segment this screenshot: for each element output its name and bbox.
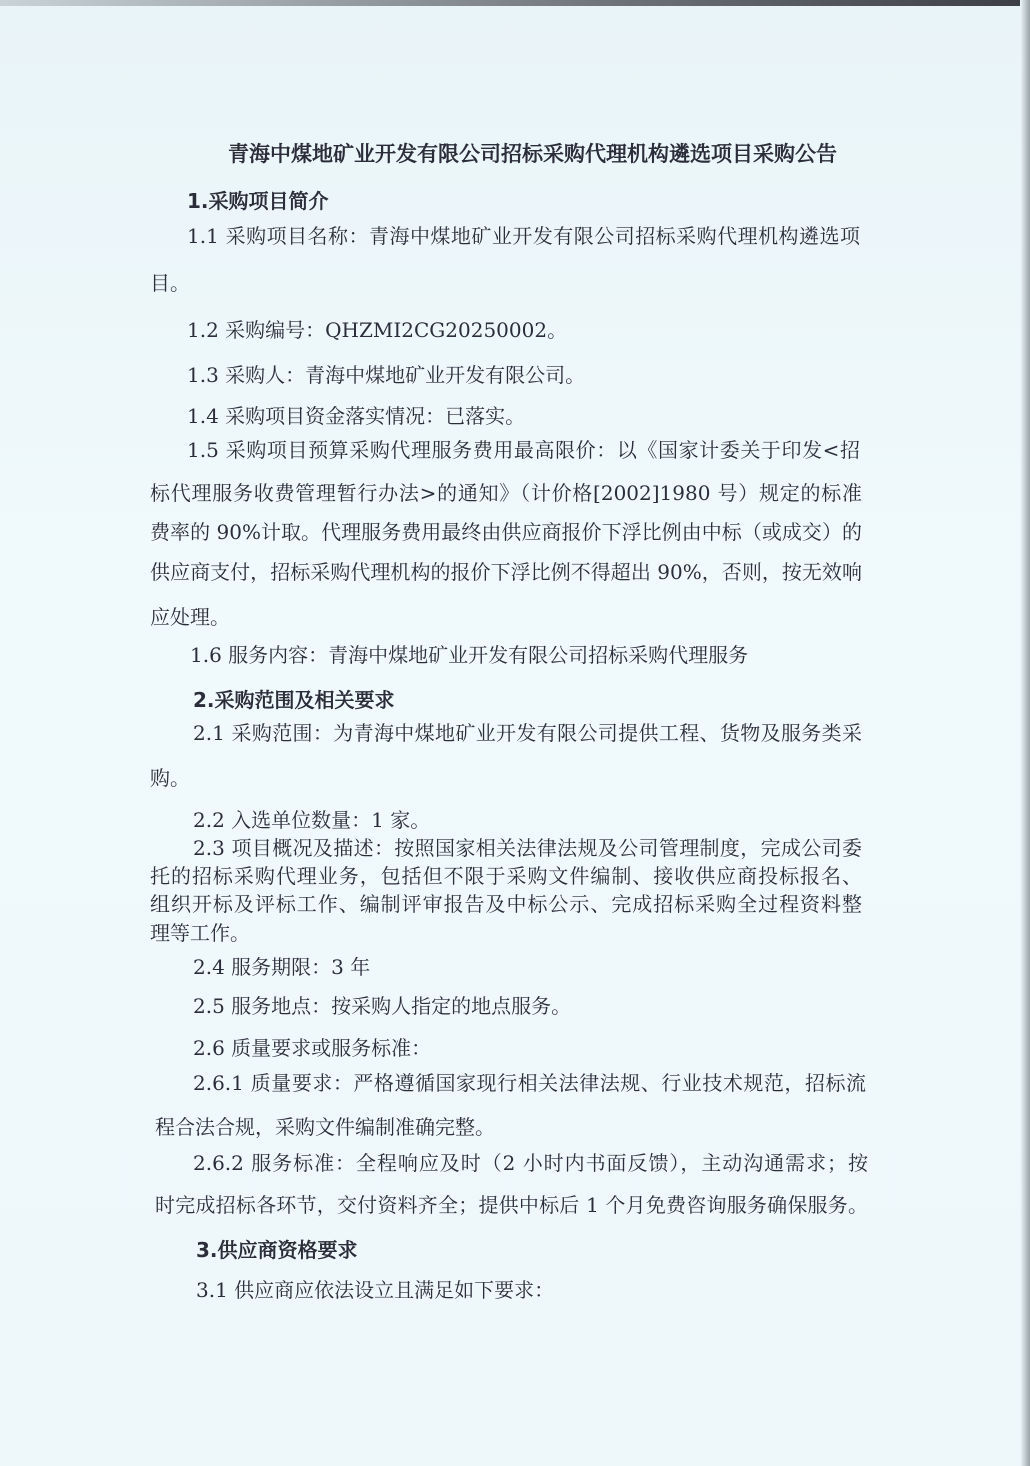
document-title: 青海中煤地矿业开发有限公司招标采购代理机构遴选项目采购公告 <box>228 142 837 166</box>
para-1-5-line: 供应商支付，招标采购代理机构的报价下浮比例不得超出 90%，否则，按无效响 <box>150 560 862 584</box>
para-2-1-line: 2.1 采购范围：为青海中煤地矿业开发有限公司提供工程、货物及服务类采 <box>193 721 862 745</box>
para-2-6-2-line: 2.6.2 服务标准：全程响应及时（2 小时内书面反馈），主动沟通需求；按 <box>193 1151 868 1175</box>
para-1-5-line: 标代理服务收费管理暂行办法>的通知》（计价格[2002]1980 号）规定的标准 <box>150 481 862 505</box>
para-1-1-line: 1.1 采购项目名称：青海中煤地矿业开发有限公司招标采购代理机构遴选项 <box>187 224 860 248</box>
para-3-1: 3.1 供应商应依法设立且满足如下要求： <box>196 1278 555 1302</box>
para-2-5: 2.5 服务地点：按采购人指定的地点服务。 <box>193 994 572 1018</box>
para-2-3-line: 理等工作。 <box>150 921 250 945</box>
para-1-5-line: 费率的 90%计取。代理服务费用最终由供应商报价下浮比例由中标（或成交）的 <box>150 520 862 544</box>
section-2-heading: 2.采购范围及相关要求 <box>193 688 395 712</box>
para-2-6-1-line: 2.6.1 质量要求：严格遵循国家现行相关法律法规、行业技术规范，招标流 <box>193 1071 866 1095</box>
para-2-6: 2.6 质量要求或服务标准： <box>193 1036 432 1060</box>
photo-top-edge <box>0 0 1030 6</box>
para-1-1-line: 目。 <box>150 271 190 295</box>
para-1-5-line: 1.5 采购项目预算采购代理服务费用最高限价：以《国家计委关于印发<招 <box>187 438 860 462</box>
para-1-5-line: 应处理。 <box>150 605 230 629</box>
para-2-6-1-line: 程合法合规，采购文件编制准确完整。 <box>155 1115 495 1139</box>
para-1-4: 1.4 采购项目资金落实情况：已落实。 <box>187 404 526 428</box>
para-1-6: 1.6 服务内容：青海中煤地矿业开发有限公司招标采购代理服务 <box>190 643 749 667</box>
para-2-3-line: 组织开标及评标工作、编制评审报告及中标公示、完成招标采购全过程资料整 <box>150 892 862 916</box>
para-2-1-line: 购。 <box>150 766 190 790</box>
para-1-3: 1.3 采购人：青海中煤地矿业开发有限公司。 <box>187 363 586 387</box>
para-2-3-line: 2.3 项目概况及描述：按照国家相关法律法规及公司管理制度，完成公司委 <box>193 836 862 860</box>
para-2-4: 2.4 服务期限：3 年 <box>193 955 371 979</box>
para-2-6-2-line: 时完成招标各环节，交付资料齐全；提供中标后 1 个月免费咨询服务确保服务。 <box>155 1193 868 1217</box>
para-1-2: 1.2 采购编号：QHZMI2CG20250002。 <box>187 318 568 342</box>
photo-right-edge <box>1020 0 1030 1466</box>
section-1-heading: 1.采购项目简介 <box>187 189 329 213</box>
para-2-3-line: 托的招标采购代理业务，包括但不限于采购文件编制、接收供应商投标报名、 <box>150 864 862 888</box>
para-2-2: 2.2 入选单位数量：1 家。 <box>193 808 431 832</box>
section-3-heading: 3.供应商资格要求 <box>196 1238 358 1262</box>
